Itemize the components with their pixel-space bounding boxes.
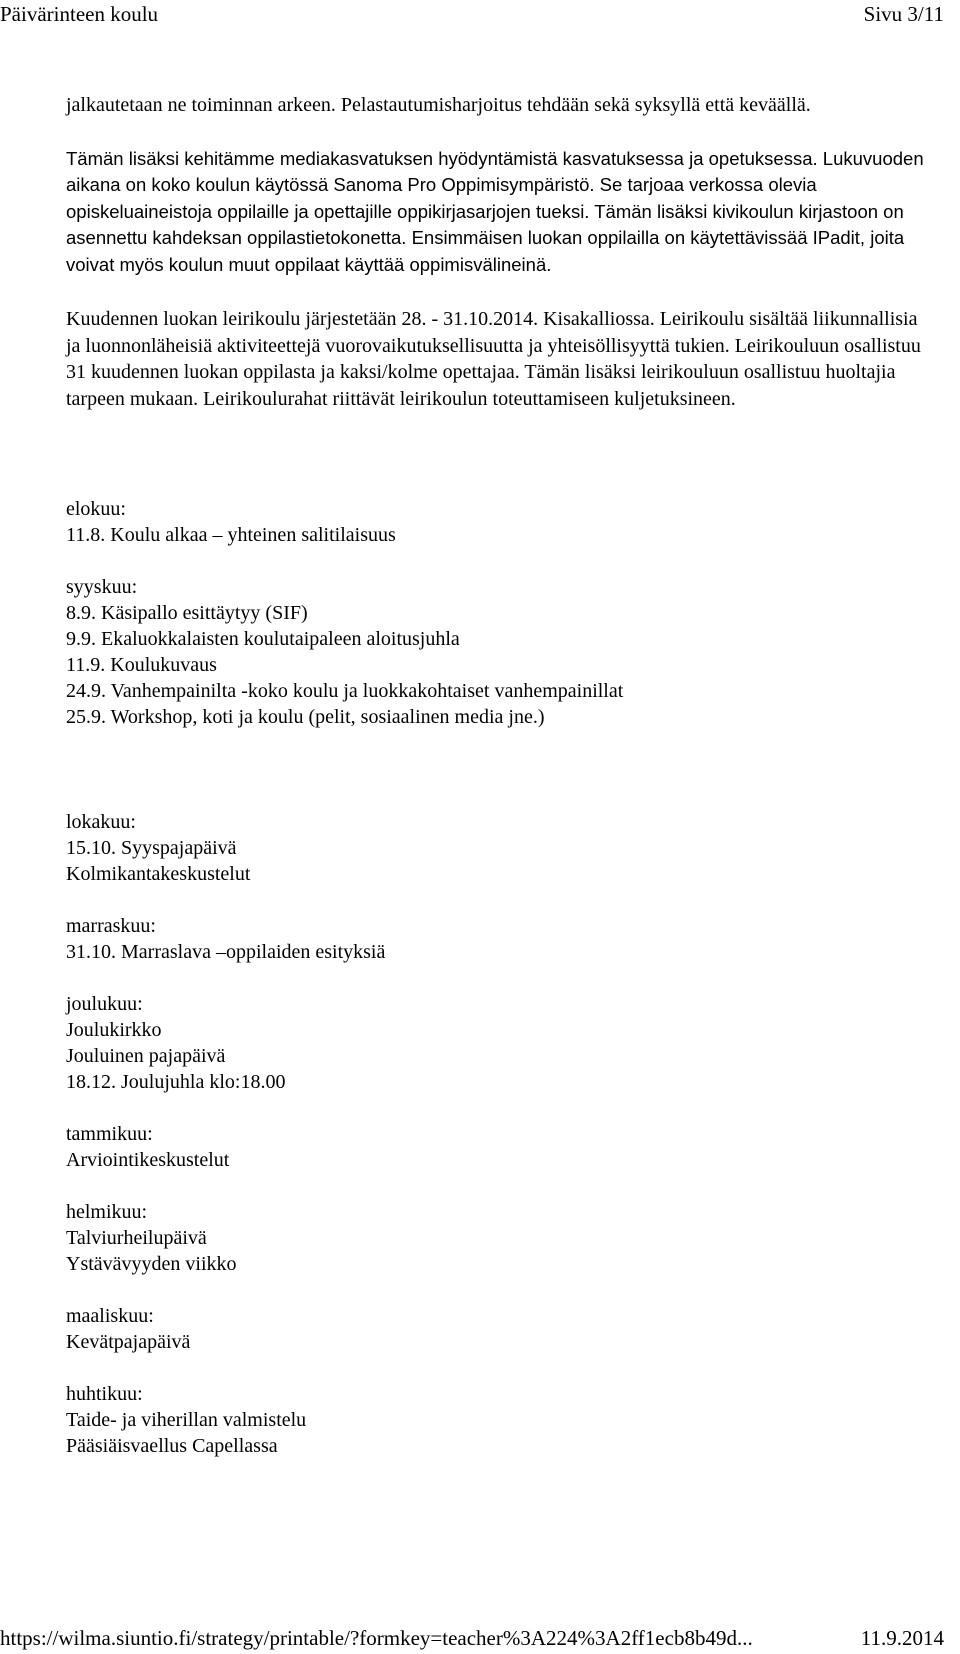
month-entry: 11.8. Koulu alkaa – yhteinen salitilaisuus: [66, 524, 396, 546]
month-heading: elokuu:: [66, 498, 126, 520]
month-entry: 25.9. Workshop, koti ja koulu (pelit, sosiaalinen media jne.): [66, 706, 545, 728]
month-heading: huhtikuu:: [66, 1383, 143, 1405]
month-entry: Joulukirkko: [66, 1019, 162, 1041]
month-entry: Ystävävyyden viikko: [66, 1253, 237, 1275]
paragraph-camp-school: Kuudennen luokan leirikoulu järjestetään 28. - 31.10.2014. Kisakalliossa. Leirikoulu sisältää liikunnallisia ja luonnonläheisiä aktiviteettejä vuorovaikutuksellisuutta ja yhteisöllisyyttä tukien. Leirikouluun osallistuu 31 kuudennen luokan oppilasta ja kaksi/kolme opettajaa. Tämän lisäksi leirikouluun osallistuu huoltajia tarpeen mukaan. Leirikoulurahat riittävät leirikoulun toteuttamiseen kuljetuksineen.: [66, 308, 921, 410]
month-march: [66, 1303, 190, 1355]
intro-text: [66, 92, 946, 412]
month-february: [66, 1199, 237, 1277]
month-entry: 8.9. Käsipallo esittäytyy (SIF): [66, 602, 308, 624]
month-entry: Kolmikantakeskustelut: [66, 863, 251, 885]
month-heading: maaliskuu:: [66, 1305, 154, 1327]
header-school-name: Päivärinteen koulu: [0, 2, 159, 26]
month-entry: 9.9. Ekaluokkalaisten koulutaipaleen aloitusjuhla: [66, 628, 460, 650]
month-entry: 18.12. Joulujuhla klo:18.00: [66, 1071, 286, 1093]
month-entry: Talviurheilupäivä: [66, 1227, 207, 1249]
month-entry: Taide- ja viherillan valmistelu: [66, 1409, 307, 1431]
month-entry: Kevätpajapäivä: [66, 1331, 191, 1353]
page-header: [0, 0, 960, 30]
month-entry: 24.9. Vanhempainilta -koko koulu ja luokkakohtaiset vanhempainillat: [66, 680, 624, 702]
month-august: [66, 496, 396, 548]
footer-date: 11.9.2014: [860, 1626, 944, 1650]
month-january: [66, 1121, 229, 1173]
header-page-number: Sivu 3/11: [863, 2, 944, 26]
footer-url: https://wilma.siuntio.fi/strategy/printable/?formkey=teacher%3A224%3A2ff1ecb8b49d...: [0, 1626, 753, 1650]
paragraph-safety: jalkautetaan ne toiminnan arkeen. Pelastautumisharjoitus tehdään sekä syksyllä että keväällä.: [66, 94, 811, 116]
month-december: [66, 991, 285, 1095]
month-entry: Jouluinen pajapäivä: [66, 1045, 226, 1067]
month-heading: lokakuu:: [66, 811, 136, 833]
month-entry: 11.9. Koulukuvaus: [66, 654, 217, 676]
month-heading: tammikuu:: [66, 1123, 153, 1145]
month-entry: Pääsiäisvaellus Capellassa: [66, 1435, 278, 1457]
month-april: [66, 1381, 306, 1459]
month-entry: 31.10. Marraslava –oppilaiden esityksiä: [66, 941, 386, 963]
month-entry: 15.10. Syyspajapäivä: [66, 837, 237, 859]
month-entry: Arviointikeskustelut: [66, 1149, 230, 1171]
month-heading: marraskuu:: [66, 915, 156, 937]
page-footer: [0, 1624, 960, 1654]
month-heading: helmikuu:: [66, 1201, 148, 1223]
month-heading: joulukuu:: [66, 993, 143, 1015]
month-heading: syyskuu:: [66, 576, 138, 598]
paragraph-media-education: Tämän lisäksi kehitämme mediakasvatuksen hyödyntämistä kasvatuksessa ja opetuksessa. Lukuvuoden aikana on koko koulun käytössä Sanoma Pro Oppimisympäristö. Se tarjoaa verkossa olevia opiskeluaineistoja oppilaille ja opettajille oppikirjasarjojen tueksi. Tämän lisäksi kivikoulun kirjastoon on asennettu kahdeksan oppilastietokonetta. Ensimmäisen luokan oppilailla on käytettävissää IPadit, joita voivat myös koulun muut oppilaat käyttää oppimisvälineinä.: [66, 147, 924, 275]
month-november: [66, 913, 385, 965]
month-september: [66, 574, 623, 730]
month-october: [66, 809, 250, 887]
